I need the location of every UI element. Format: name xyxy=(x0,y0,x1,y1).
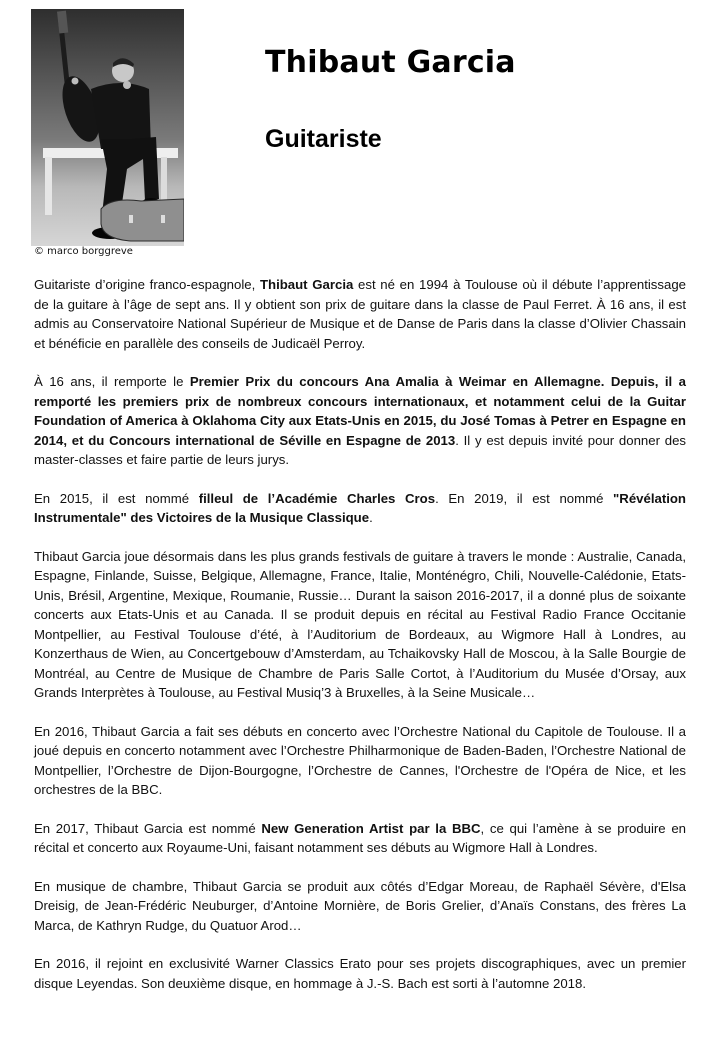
bold-text: Premier Prix du concours Ana Amalia à Weimar en Allemagne. Depuis, il a remporté les premiers prix de nombreux concours internationaux, et notamment celui de la Guitar Foundation of America à Oklahoma City aux Etats-Unis en 2015, du José Tomas à Petrer en Espagne en 2014, et du Concours international de Séville en Espagne de 2013 xyxy=(34,374,686,448)
text-segment: est né en 1994 à Toulouse où il débute l’apprentissage de la guitare à l’âge de sept ans. Il y obtient son prix de guitare dans la classe de Paul Ferret. À 16 ans, il est admis au Conservatoire National Supérieur de Musique et de Danse de Paris dans la classe d’Olivier Chassain et bénéficie en parallèle des conseils de Judicaël Perroy. xyxy=(34,277,686,351)
bold-text: filleul de l’Académie Charles Cros xyxy=(198,490,436,506)
biography-paragraph xyxy=(34,275,686,353)
text-segment: En 2017, Thibaut Garcia est nommé xyxy=(34,820,262,836)
text-segment: . xyxy=(369,510,373,525)
bold-text: "Révélation Instrumentale" des Victoires de la Musique Classique xyxy=(34,490,686,525)
text-segment: . Il y est depuis invité pour donner des master-classes et faire partie de leurs jurys. xyxy=(34,432,687,467)
biography-paragraph xyxy=(34,877,686,936)
biography-paragraph xyxy=(34,547,686,703)
text-segment: En musique de chambre, Thibaut Garcia se produit aux côtés d’Edgar Moreau, de Raphaël Sévère, d'Elsa Dreisig, de Jean-Frédéric Neuburger, d’Antoine Mornière, de Boris Grelier, d’Anaïs Constans, des frères La Marca, de Kathryn Rudge, du Quatuor Arod… xyxy=(34,878,686,933)
text-segment: À 16 ans, il remporte le xyxy=(34,374,190,389)
photo-credit: © marco borggreve xyxy=(34,246,133,257)
biography-paragraph xyxy=(34,372,686,470)
biography-paragraph xyxy=(34,489,686,528)
artist-photo xyxy=(31,9,184,246)
text-segment: Thibaut Garcia joue désormais dans les plus grands festivals de guitare à travers le monde : Australie, Canada, Espagne, Finlande, Suisse, Belgique, Allemagne, France, Italie, Monténégro, Chili, Nouvelle-Calédonie, Etats-Unis, Brésil, Argentine, Mexique, Roumanie, Russie… Durant la saison 2016-2017, il a donné plus de soixante concerts aux Etats-Unis et au Canada. Il se produit depuis en récital au Festival Radio France Occitanie Montpellier, au Festival Toulouse d’été, à l’Auditorium de Bordeaux, au Wigmore Hall à Londres, au Konzerthaus de Wien, au Concertgebouw d’Amsterdam, au Tchaikovsky Hall de Moscou, à la Salle Bourgie de Montréal, au Centre de Musique de Chambre de Paris Salle Cortot, à l’Auditorium du Musée d’Orsay, aux Grands Interprètes à Toulouse, au Festival Musiq’3 à Bruxelles, à la Seine Musicale… xyxy=(34,548,686,700)
text-segment: , ce qui l’amène à se produire en récital et concerto aux Royaume-Uni, faisant notamment ses débuts au Wigmore Hall à Londres. xyxy=(34,820,686,855)
bold-text: Thibaut Garcia xyxy=(259,277,354,292)
biography-paragraph xyxy=(34,722,686,800)
biography-paragraph xyxy=(34,819,686,858)
artist-name: Thibaut Garcia xyxy=(265,45,516,80)
text-segment: . En 2019, il est nommé xyxy=(435,490,614,506)
guitarist-portrait-illustration xyxy=(31,9,184,246)
text-segment: En 2016, Thibaut Garcia a fait ses débuts en concerto avec l’Orchestre National du Capitole de Toulouse. Il a joué depuis en concerto notamment avec l’Orchestre Philharmonique de Baden-Baden, l’Orchestre National de Montpellier, l’Orchestre de Dijon-Bourgogne, l’Orchestre de Cannes, l'Orchestre de l'Opéra de Nice, et les orchestres de la BBC. xyxy=(34,723,686,797)
bold-text: New Generation Artist par la BBC xyxy=(261,820,481,836)
text-segment: En 2016, il rejoint en exclusivité Warner Classics Erato pour ses projets discographiques, avec un premier disque Leyendas. Son deuxième disque, en hommage à J.-S. Bach est sorti à l’automne 2018. xyxy=(34,956,686,991)
text-segment: Guitariste d’origine franco-espagnole, xyxy=(34,277,260,292)
artist-role: Guitariste xyxy=(265,125,382,153)
biography xyxy=(34,275,686,1012)
biography-paragraph xyxy=(34,954,686,993)
text-segment: En 2015, il est nommé xyxy=(34,490,199,506)
